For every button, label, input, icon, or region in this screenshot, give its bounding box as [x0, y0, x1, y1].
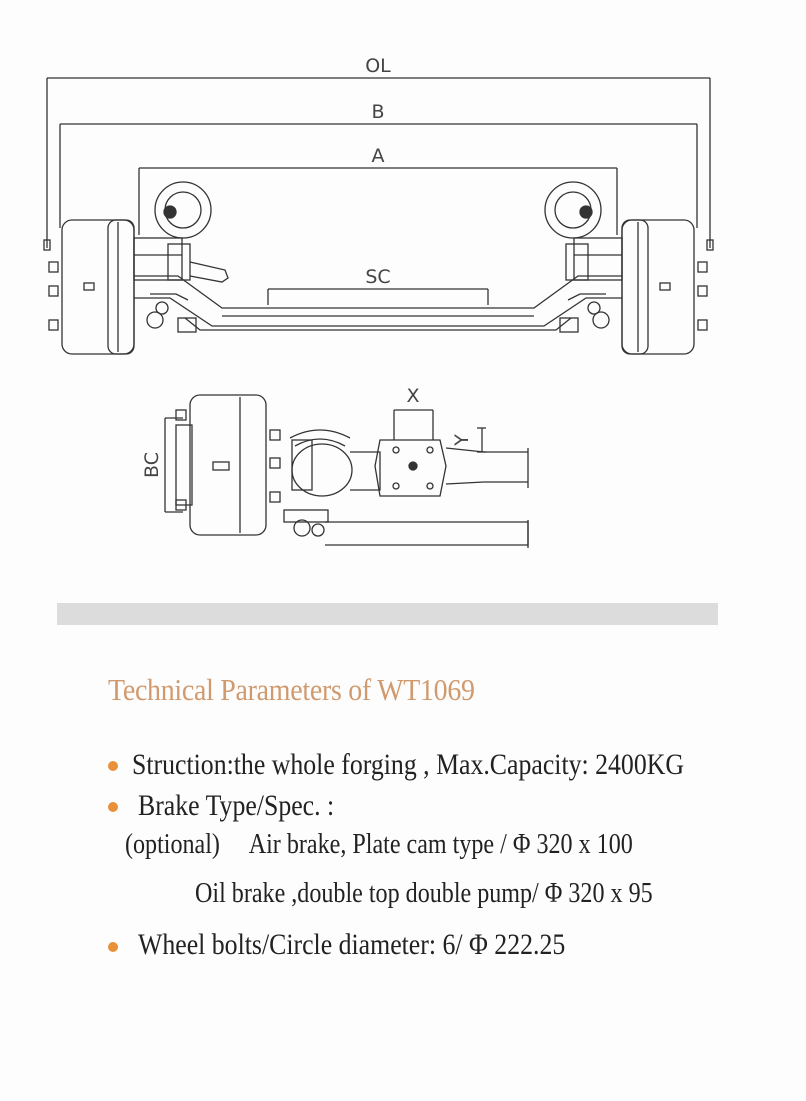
spec-air-brake: (optional) Air brake, Plate cam type / Φ 320 x 100 [125, 829, 633, 860]
right-brake-drum [622, 220, 707, 354]
label-sc: SC [365, 266, 391, 288]
spec-structure: Struction:the whole forging , Max.Capacity: 2400KG [132, 748, 684, 781]
bullet-icon [108, 942, 118, 952]
label-bc: BC [141, 452, 163, 478]
side-brake-chamber [284, 430, 352, 536]
label-ol: OL [365, 55, 391, 77]
dimension-y [451, 428, 486, 452]
spec-wheel-bolts: Wheel bolts/Circle diameter: 6/ Φ 222.25 [138, 928, 566, 961]
dimension-bc [141, 418, 183, 512]
dimension-sc [268, 266, 488, 305]
label-x: X [406, 385, 420, 407]
bullet-icon [108, 802, 118, 812]
label-y: Y [451, 434, 473, 446]
front-view [44, 55, 713, 354]
right-steering-knuckle [545, 182, 622, 328]
spec-title: Technical Parameters of WT1069 [108, 672, 475, 707]
side-axle-end [325, 440, 528, 548]
label-b: B [371, 101, 385, 123]
section-divider [57, 603, 718, 625]
spec-brake-type: Brake Type/Spec. : [138, 789, 335, 822]
label-a: A [371, 145, 385, 167]
left-brake-drum [49, 220, 134, 354]
spec-oil-brake: Oil brake ,double top double pump/ Φ 320 x 95 [195, 878, 653, 909]
side-view [141, 385, 528, 548]
dimension-x [394, 385, 433, 440]
bullet-icon [108, 761, 118, 771]
dimension-a [139, 145, 617, 235]
side-brake-drum [176, 395, 280, 535]
